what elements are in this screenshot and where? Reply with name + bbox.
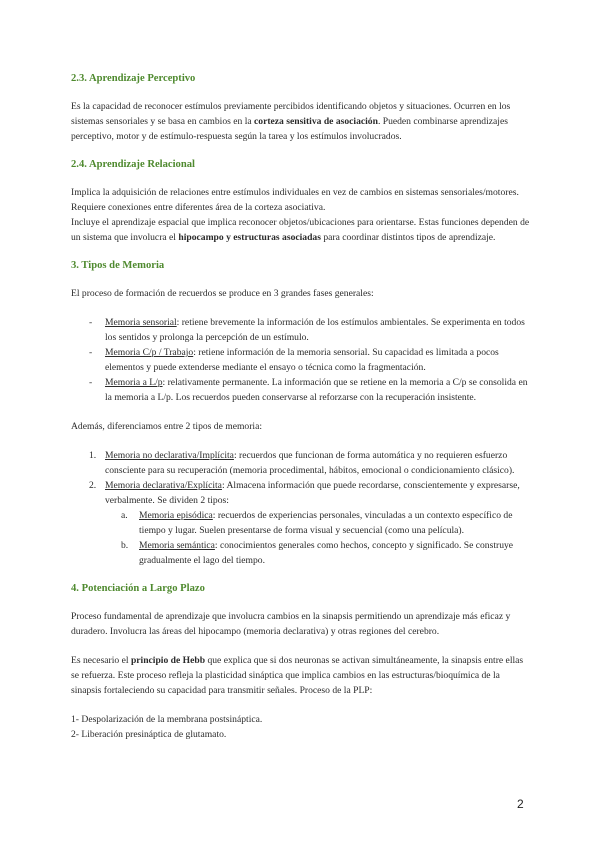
section-4-paragraph-1: Proceso fundamental de aprendizaje que involucra cambios en la sinapsis permitiendo un aprendizaje más eficaz y duradero. Involucra las áreas del hipocampo (memoria declarativa) y otras regiones del cerebro. xyxy=(71,611,511,637)
list-item xyxy=(71,375,531,405)
paragraph-text: Es la capacidad de reconocer estímulos previamente percibidos identificando objetos y situaciones. Ocurren en los sistemas sensoriales y se basa en cambios en la xyxy=(71,101,511,127)
list-item-term: Memoria C/p / Trabajo xyxy=(105,347,194,358)
section-2-3-paragraph xyxy=(71,99,531,144)
section-2-4-heading: 2.4. Aprendizaje Relacional xyxy=(71,159,195,170)
section-3-heading: 3. Tipos de Memoria xyxy=(71,260,165,271)
list-item xyxy=(71,315,531,345)
memory-types-list xyxy=(71,448,531,568)
list-item xyxy=(105,538,531,568)
section-2-4-paragraph-2 xyxy=(71,215,531,245)
list-item-term: Memoria no declarativa/Implícita xyxy=(105,450,234,461)
bold-term: principio de Hebb xyxy=(130,655,206,666)
paragraph-text: . Pueden combinarse aprendizajes perceptivo, motor y de estímulo-respuesta según la tarea y los estímulos involucrados. xyxy=(71,116,508,142)
list-item-term: Memoria semántica xyxy=(139,540,215,551)
list-item-text: : retiene información de la memoria sensorial. Su capacidad es limitada a pocos elementos y puede extenderse mediante el ensayo o técnica como la fragmentación. xyxy=(105,347,499,373)
list-item xyxy=(71,448,531,478)
bullet-marker: - xyxy=(89,317,93,328)
plp-step: 1- Despolarización de la membrana postsináptica. xyxy=(71,714,263,725)
bold-term: corteza sensitiva de asociación xyxy=(254,116,378,127)
list-marker: a. xyxy=(121,510,128,521)
list-item-term: Memoria sensorial xyxy=(105,317,177,328)
list-item-text: : conocimientos generales como hechos, concepto y significado. Se construye gradualmente el lago del tiempo. xyxy=(139,540,514,566)
list-item-term: Memoria episódica xyxy=(139,510,213,521)
paragraph-text: Es necesario el xyxy=(71,655,131,666)
list-marker: b. xyxy=(121,540,129,551)
paragraph-text: para coordinar distintos tipos de aprendizaje. xyxy=(320,232,496,243)
list-item-term: Memoria a L/p xyxy=(105,377,163,388)
memory-types-intro: Además, diferenciamos entre 2 tipos de memoria: xyxy=(71,421,263,432)
list-item xyxy=(71,478,531,568)
bullet-marker: - xyxy=(89,377,93,388)
list-item xyxy=(105,508,531,538)
section-2-4-paragraph-1: Implica la adquisición de relaciones entre estímulos individuales en vez de cambios en sistemas sensoriales/motores. Requiere conexiones entre diferentes área de la corteza asociativa. xyxy=(71,187,519,213)
list-item-text: : Almacena información que puede recordarse, conscientemente y expresarse, verbalmente. Se dividen 2 tipos: xyxy=(105,480,520,506)
list-item-text: : recuerdos que funcionan de forma automática y no requieren esfuerzo consciente para su recuperación (memoria procedimental, hábitos, emocional o condicionamiento clásico). xyxy=(105,450,515,476)
list-item-term: Memoria declarativa/Explícita xyxy=(105,480,222,491)
list-item xyxy=(71,345,531,375)
list-marker: 1. xyxy=(89,450,97,461)
declarative-subtypes-list xyxy=(105,508,531,568)
page-number: 2 xyxy=(517,797,524,811)
list-item-text: : recuerdos de experiencias personales, vinculadas a un contexto específico de tiempo y lugar. Suelen presentarse de forma visual y secuencial (como una película). xyxy=(139,510,513,536)
memory-phases-list xyxy=(71,315,531,405)
section-4-paragraph-2 xyxy=(71,653,531,698)
list-item-text: : retiene brevemente la información de los estímulos ambientales. Se experimenta en todos los sentidos y prolonga la percepción de un estímulo. xyxy=(105,317,525,343)
section-2-3-heading: 2.3. Aprendizaje Perceptivo xyxy=(71,73,196,84)
section-4-heading: 4. Potenciación a Largo Plazo xyxy=(71,583,205,594)
paragraph-text: Incluye el aprendizaje espacial que implica reconocer objetos/ubicaciones para orientarse. Estas funciones dependen de un sistema que involucra el xyxy=(71,217,530,243)
list-marker: 2. xyxy=(89,480,97,491)
plp-step: 2- Liberación presináptica de glutamato. xyxy=(71,729,227,740)
page-content xyxy=(71,72,531,742)
section-3-intro: El proceso de formación de recuerdos se produce en 3 grandes fases generales: xyxy=(71,288,374,299)
bullet-marker: - xyxy=(89,347,93,358)
list-item-text: : relativamente permanente. La información que se retiene en la memoria a C/p se consolida en la memoria a L/p. Los recuerdos pueden conservarse al reforzarse con la recuperación insistente. xyxy=(105,377,528,403)
paragraph-text: que explica que si dos neuronas se activan simultáneamente, la sinapsis entre ellas se refuerza. Este proceso refleja la plasticidad sináptica que implica cambios en las estructuras/bioquímica de la sinapsis fortaleciendo su capacidad para transmitir señales. Proceso de la PLP: xyxy=(71,655,524,696)
bold-term: hipocampo y estructuras asociadas xyxy=(178,232,321,243)
